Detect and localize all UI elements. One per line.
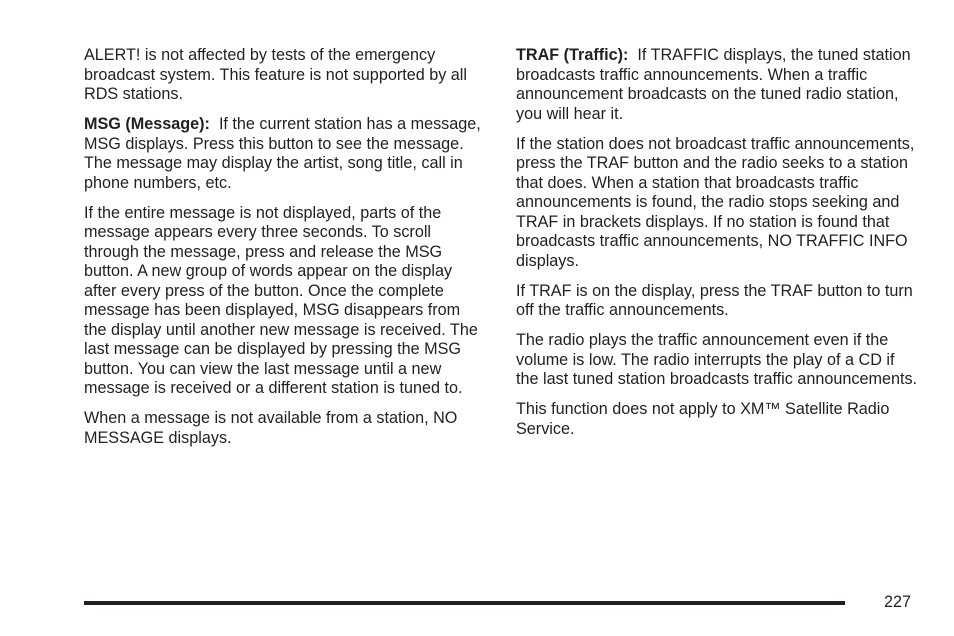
alert-paragraph: ALERT! is not affected by tests of the emergency broadcast system. This feature is not supported by all RDS stations. — [84, 46, 467, 103]
xm-note-paragraph: This function does not apply to XM™ Satellite Radio Service. — [516, 400, 890, 438]
msg-term: MSG (Message): — [84, 115, 210, 133]
left-column — [84, 46, 486, 459]
footer-rule — [84, 601, 845, 605]
traf-term: TRAF (Traffic): — [516, 46, 629, 64]
no-message-paragraph: When a message is not available from a station, NO MESSAGE displays. — [84, 409, 458, 447]
traf-paragraph — [516, 46, 920, 124]
traf-volume-paragraph: The radio plays the traffic announcement even if the volume is low. The radio interrupts the play of a CD if the last tuned station broadcasts traffic announcements. — [516, 331, 918, 388]
scroll-message-paragraph: If the entire message is not displayed, parts of the message appears every three seconds. To scroll through the message, press and release the MSG button. A new group of words appear on the display after every press of the button. Once the complete message has been displayed, MSG disappears from the display until another new message is received. The last message can be displayed by pressing the MSG button. You can view the last message until a new message is received or a different station is tuned to. — [84, 203, 478, 397]
traf-text: If TRAFFIC displays, the tuned station broadcasts traffic announcements. When a traffic announcement broadcasts on the tuned radio station, you will hear it. — [516, 46, 911, 123]
right-column — [516, 46, 920, 450]
traf-off-paragraph: If TRAF is on the display, press the TRAF button to turn off the traffic announcements. — [516, 281, 913, 319]
page-number: 227 — [884, 593, 912, 611]
msg-paragraph — [84, 115, 486, 193]
msg-text: If the current station has a message, MSG displays. Press this button to see the message. The message may display the artist, song title, call in phone numbers, etc. — [84, 115, 481, 192]
traf-seek-paragraph: If the station does not broadcast traffic announcements, press the TRAF button and the radio seeks to a station that does. When a station that broadcasts traffic announcements is found, the radio stops seeking and TRAF in brackets displays. If no station is found that broadcasts traffic announcements, NO TRAFFIC INFO displays. — [516, 134, 915, 270]
